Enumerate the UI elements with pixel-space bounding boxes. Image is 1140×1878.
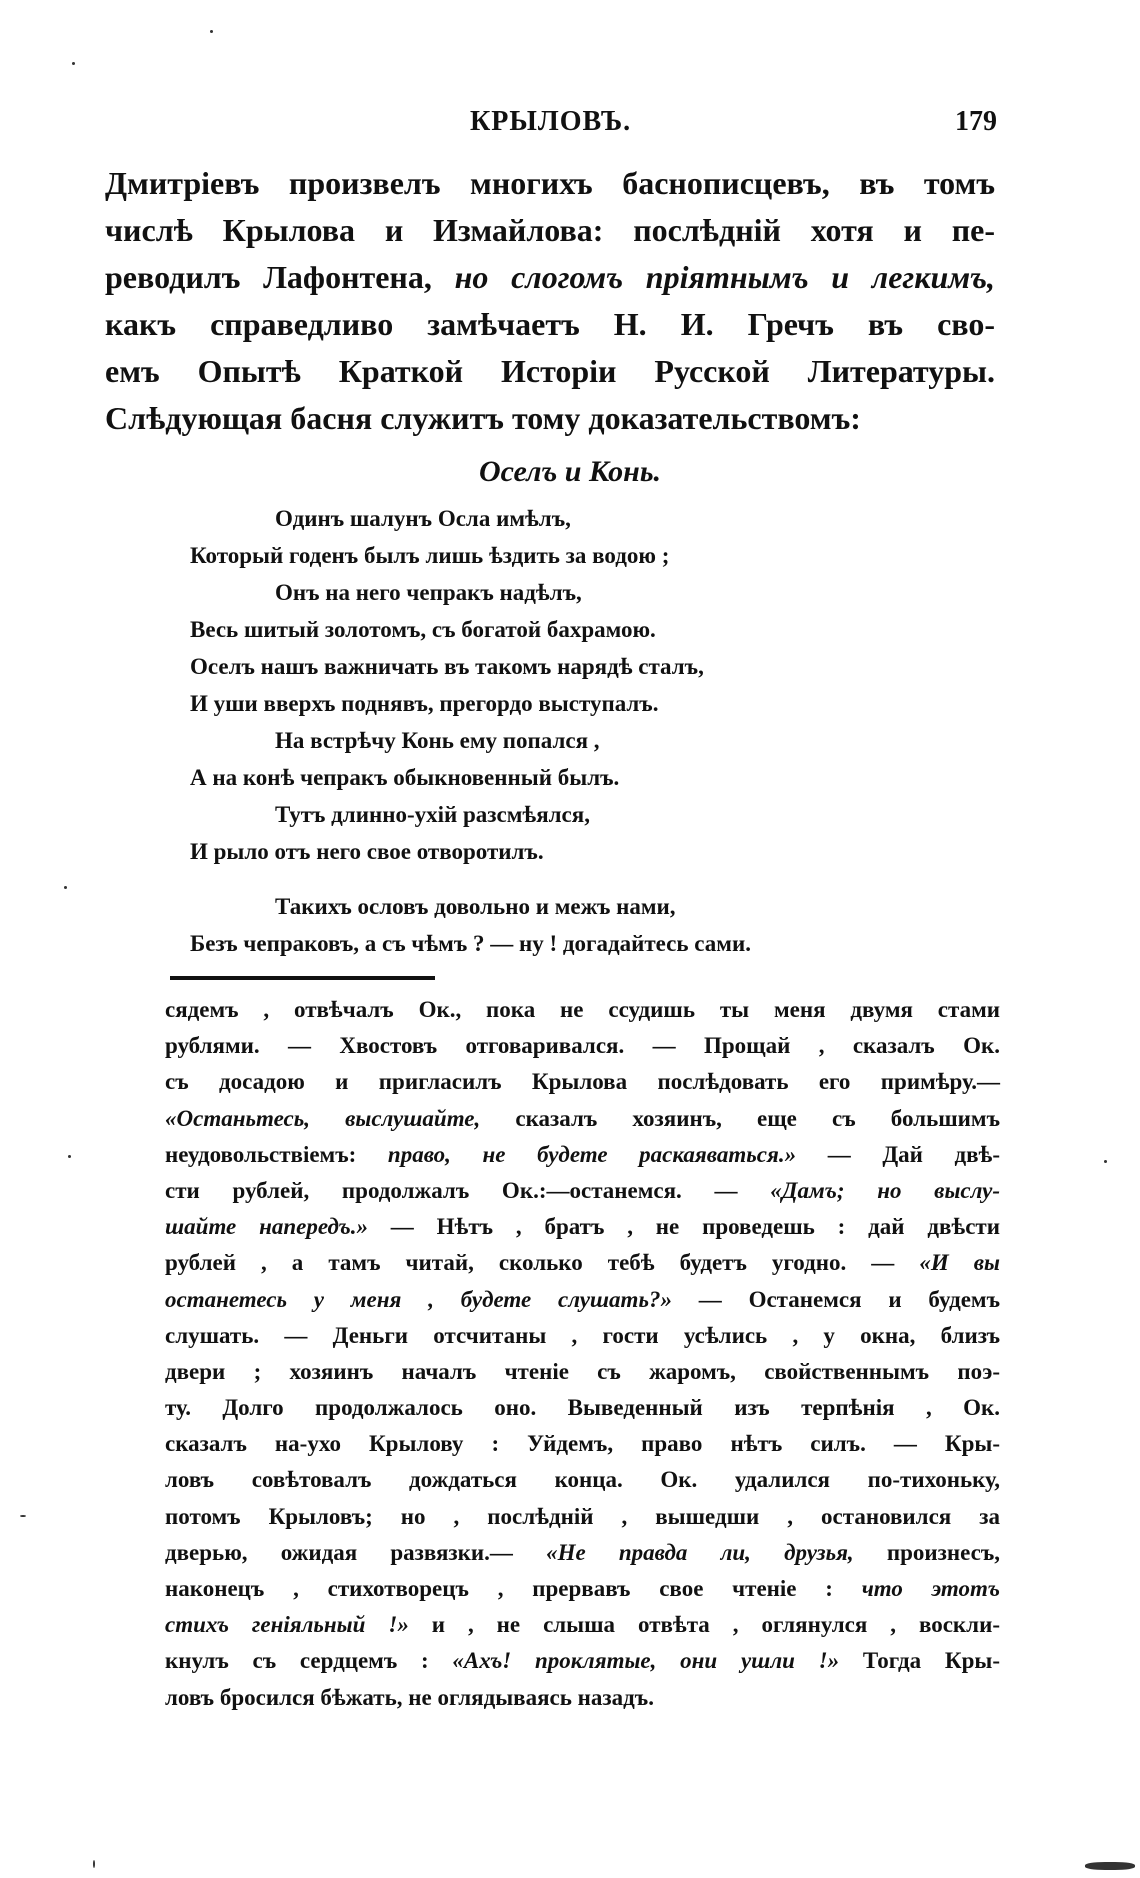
fable-poem xyxy=(190,500,1010,962)
footnote-line: потомъ Крыловъ; но , послѣдній , вышедши , остановился за xyxy=(165,1503,1000,1529)
footnote-line xyxy=(165,1282,1000,1318)
page-number: 179 xyxy=(955,106,997,137)
fable-title: Оселъ и Конь. xyxy=(478,455,662,488)
main-paragraph xyxy=(105,160,995,442)
footnote-text: и , не слыша отвѣта , оглянулся , воскли- xyxy=(408,1612,1000,1638)
footnote-text: неудовольствіемъ: xyxy=(165,1141,388,1167)
scan-speck xyxy=(210,30,213,33)
poem-line: Онъ на него чепракъ надѣлъ, xyxy=(275,580,582,605)
footnote-italic: «Останьтесь, выслушайте, xyxy=(165,1105,481,1131)
footnote-line xyxy=(165,1101,1000,1137)
footnote-italic: стихъ геніяльный !» xyxy=(165,1612,409,1638)
running-title: КРЫЛОВЪ. xyxy=(470,106,632,137)
footnote-line: двери ; хозяинъ началъ чтеніе съ жаромъ, свойственнымъ поэ- xyxy=(165,1358,1000,1384)
footnote-text: наконецъ , стихотворецъ , прервавъ свое чтеніе : xyxy=(165,1576,862,1601)
paragraph-line: Слѣдующая басня служитъ тому доказательствомъ: xyxy=(105,400,861,436)
footnote-line: рублями. — Хвостовъ отговаривался. — Прощай , сказалъ Ок. xyxy=(165,1033,1000,1059)
paragraph-text: реводилъ Лафонтена, xyxy=(105,259,432,295)
footnote-line: съ досадою и пригласилъ Крылова послѣдовать его примѣру.— xyxy=(165,1069,1000,1095)
footnote-text: — Дай двѣ- xyxy=(796,1141,1001,1167)
footnote-italic: право, не будете раскаяваться.» xyxy=(387,1141,797,1167)
footnote-text: рублей , а тамъ читай, сколько тебѣ будетъ угодно. — xyxy=(165,1250,920,1276)
running-head xyxy=(0,100,1140,140)
moral-line: Безъ чепраковъ, а съ чѣмъ ? — ну ! догадайтесь сами. xyxy=(190,931,751,956)
poem-line: Тутъ длинно-ухій разсмѣялся, xyxy=(275,802,590,827)
stanza-gap xyxy=(190,870,1010,888)
poem-line: И уши вверхъ поднявъ, прегордо выступалъ. xyxy=(190,691,659,716)
poem-line: А на конѣ чепракъ обыкновенный былъ. xyxy=(190,765,620,790)
paragraph-line: Дмитріевъ произвелъ многихъ баснописцевъ, въ томъ xyxy=(105,165,995,201)
footnote-line: сядемъ , отвѣчалъ Ок., пока не ссудишь ты меня двумя стами xyxy=(165,997,1000,1022)
footnote-italic: «Дамъ; но выслу- xyxy=(770,1177,1000,1203)
footnote-text: — Нѣтъ , братъ , не проведешь : дай двѣсти xyxy=(367,1214,1000,1240)
footnote-line xyxy=(165,1137,1000,1173)
footnote-rule xyxy=(170,976,435,980)
paragraph-line xyxy=(105,254,995,301)
poem-line: Оселъ нашъ важничать въ такомъ нарядѣ сталъ, xyxy=(190,654,704,679)
footnote-line: слушать. — Деньги отсчитаны , гости усѣлись , у окна, близъ xyxy=(165,1322,1000,1348)
paragraph-line: емъ Опытѣ Краткой Исторіи Русской Литературы. xyxy=(105,353,995,389)
scan-speck xyxy=(1085,1862,1135,1870)
footnote-italic: «И вы xyxy=(919,1250,1001,1276)
footnote-italic: «Не правда ли, друзья, xyxy=(546,1539,854,1565)
footnote-line xyxy=(165,1571,1000,1607)
scan-speck xyxy=(1104,1160,1107,1163)
footnote-line xyxy=(165,1245,1000,1281)
poem-line: Весь шитый золотомъ, съ богатой бахрамою. xyxy=(190,617,656,642)
footnote-line: ту. Долго продолжалось оно. Выведенный изъ терпѣнія , Ок. xyxy=(165,1395,1000,1421)
paragraph-line: какъ справедливо замѣчаетъ Н. И. Гречъ въ сво- xyxy=(105,306,995,342)
footnote-line: ловъ совѣтовалъ дождаться конца. Ок. удалился по-тихоньку, xyxy=(165,1467,1000,1493)
footnote-line xyxy=(165,1643,1000,1679)
footnote-line xyxy=(165,1173,1000,1209)
footnote xyxy=(165,992,1000,1716)
footnote-italic: что этотъ xyxy=(861,1576,1001,1601)
footnote-text: произнесъ, xyxy=(853,1539,1001,1565)
footnote-text: сказалъ хозяинъ, еще съ большимъ xyxy=(480,1105,1000,1131)
footnote-line xyxy=(165,1209,1000,1245)
footnote-text: дверью, ожидая развязки.— xyxy=(165,1539,547,1565)
footnote-text: сти рублей, продолжалъ Ок.:—останемся. — xyxy=(165,1177,771,1203)
footnote-italic: «Ахъ! проклятые, они ушли !» xyxy=(452,1648,840,1674)
moral-line: Такихъ ословъ довольно и межъ нами, xyxy=(275,894,676,919)
scan-speck xyxy=(64,886,67,889)
footnote-line xyxy=(165,1607,1000,1643)
italic-phrase: но слогомъ пріятнымъ и легкимъ, xyxy=(454,259,996,295)
paragraph-line: числѣ Крылова и Измайлова: послѣдній хотя и пе- xyxy=(105,212,995,248)
footnote-line: ловъ бросился бѣжать, не оглядываясь назадъ. xyxy=(165,1684,654,1710)
footnote-text: Тогда Кры- xyxy=(839,1648,1000,1674)
poem-line: И рыло отъ него свое отворотилъ. xyxy=(190,839,544,864)
footnote-line: сказалъ на-ухо Крылову : Уйдемъ, право нѣтъ силъ. — Кры- xyxy=(165,1431,1000,1457)
footnote-text: — Останемся и будемъ xyxy=(671,1286,1000,1312)
scan-speck xyxy=(20,1515,26,1517)
footnote-text: кнулъ съ сердцемъ : xyxy=(165,1648,453,1674)
footnote-line xyxy=(165,1535,1000,1571)
scan-speck xyxy=(72,62,75,65)
poem-line: На встрѣчу Конь ему попался , xyxy=(275,728,600,753)
scan-speck xyxy=(93,1860,95,1868)
poem-line: Одинъ шалунъ Осла имѣлъ, xyxy=(275,506,571,531)
footnote-italic: шайте напередъ.» xyxy=(165,1214,368,1240)
scan-speck xyxy=(68,1155,71,1158)
footnote-italic: останетесь у меня , будете слушать?» xyxy=(165,1286,672,1312)
poem-line: Который годенъ былъ лишь ѣздить за водою ; xyxy=(190,543,670,568)
